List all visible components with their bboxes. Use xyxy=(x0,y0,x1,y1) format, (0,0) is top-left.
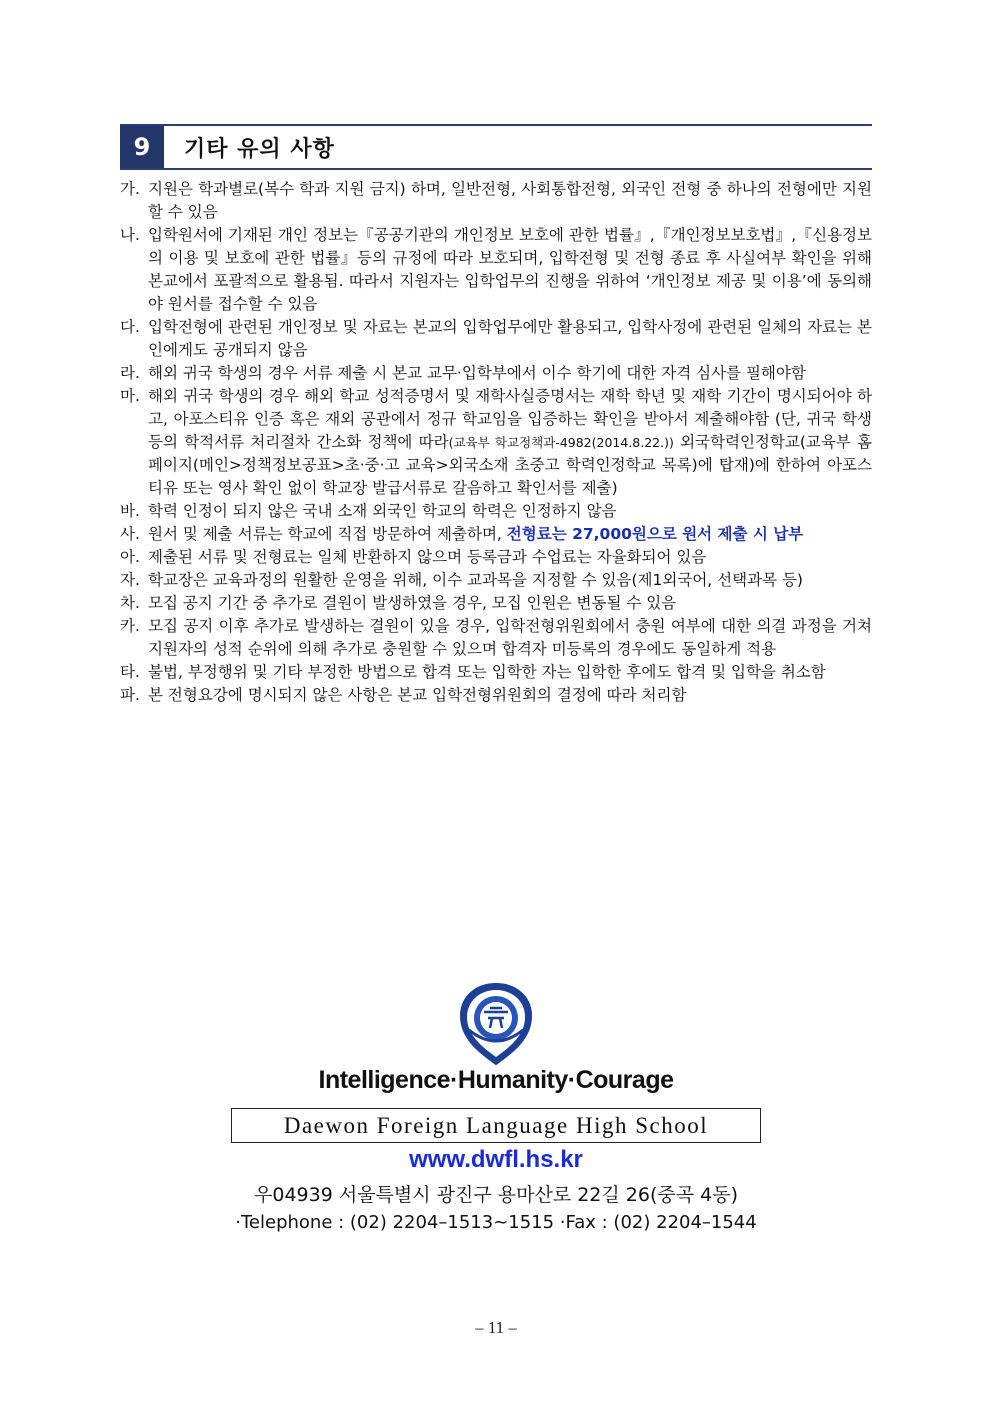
school-website-link[interactable]: www.dwfl.hs.kr xyxy=(409,1146,583,1173)
item-marker: 바. xyxy=(120,502,140,520)
list-item xyxy=(120,362,872,385)
list-item xyxy=(120,684,872,707)
item-marker: 다. xyxy=(120,318,140,336)
school-address: 우04939 서울특별시 광진구 용마산로 22길 26(중곡 4동) xyxy=(254,1184,738,1206)
item-marker: 라. xyxy=(120,364,140,382)
item-text-part: 원서 및 제출 서류는 학교에 직접 방문하여 제출하며, xyxy=(148,525,507,543)
school-name-box xyxy=(231,1108,761,1143)
item-text: 모집 공지 기간 중 추가로 결원이 발생하였을 경우, 모집 인원은 변동될 수 있음 xyxy=(148,594,677,612)
list-item xyxy=(120,592,872,615)
page-number: – 11 – xyxy=(475,1318,517,1337)
list-item xyxy=(120,661,872,684)
item-marker: 자. xyxy=(120,571,140,589)
list-item xyxy=(120,224,872,316)
item-text: 본 전형요강에 명시되지 않은 사항은 본교 입학전형위원회의 결정에 따라 처리함 xyxy=(148,686,687,704)
item-marker: 가. xyxy=(120,180,140,198)
item-marker: 아. xyxy=(120,548,140,566)
list-item xyxy=(120,569,872,592)
section-title: 기타 유의 사항 xyxy=(184,137,335,162)
item-text: 모집 공지 이후 추가로 발생하는 결원이 있을 경우, 입학전형위원회에서 충원 여부에 대한 의결 과정을 거쳐 지원자의 성적 순위에 의해 추가로 충원할 수 있으며 합격자 미등록의 경우에도 동일하게 적용 xyxy=(148,617,872,658)
policy-reference: (교육부 학교정책과-4982(2014.8.22.)) xyxy=(448,435,674,450)
item-text xyxy=(148,385,872,500)
item-marker: 나. xyxy=(120,226,140,244)
item-text-part: 외국학력인정학교(교육부 홈페이지(메인>정책정보공표>초·중·고 교육>외국소재 초중고 학력인정학교 목록)에 탑재)에 한하여 아포스티유 또는 영사 확인 없이 학교장 발급서류로 갈음하고 확인서를 제출) xyxy=(148,433,873,497)
fee-highlight: 전형료는 27,000원으로 원서 제출 시 납부 xyxy=(506,525,804,543)
notice-list xyxy=(120,178,872,707)
school-name: Daewon Foreign Language High School xyxy=(283,1112,709,1138)
list-item xyxy=(120,523,872,546)
item-marker: 카. xyxy=(120,617,140,635)
item-marker: 사. xyxy=(120,525,140,543)
list-item xyxy=(120,546,872,569)
list-item xyxy=(120,500,872,523)
section-header xyxy=(120,124,872,170)
list-item xyxy=(120,178,872,224)
item-text: 입학원서에 기재된 개인 정보는『공공기관의 개인정보 보호에 관한 법률』,『개인정보보호법』,『신용정보의 이용 및 보호에 관한 법률』등의 규정에 따라 보호되며, 입학전형 및 전형 종료 후 사실여부 확인을 위해 본교에서 포괄적으로 활용됨. 따라서 지원자는 입학업무의 진행을 위하여 ‘개인정보 제공 및 이용’에 동의해야 원서를 접수할 수 있음 xyxy=(148,226,872,313)
item-text: 해외 귀국 학생의 경우 서류 제출 시 본교 교무·입학부에서 이수 학기에 대한 자격 심사를 필해야함 xyxy=(148,364,806,382)
item-text: 학교장은 교육과정의 원활한 운영을 위해, 이수 교과목을 지정할 수 있음(제1외국어, 선택과목 등) xyxy=(148,571,803,589)
contact-phone-fax: ·Telephone : (02) 2204–1513~1515 ·Fax : (02) 2204–1544 xyxy=(235,1212,757,1233)
item-text: 입학전형에 관련된 개인정보 및 자료는 본교의 입학업무에만 활용되고, 입학사정에 관련된 일체의 자료는 본인에게도 공개되지 않음 xyxy=(148,318,872,359)
item-marker: 타. xyxy=(120,663,140,681)
item-text: 학력 인정이 되지 않은 국내 소재 외국인 학교의 학력은 인정하지 않음 xyxy=(148,502,617,520)
item-text-part: 해외 귀국 학생의 경우 해외 학교 성적증명서 및 재학사실증명서는 재학 학년 및 재학 기간이 명시되어야 하고, 아포스티유 인증 혹은 재외 공관에서 정규 학교임을 입증하는 확인을 받아서 제출해야함 (단, 귀국 학생 등의 학적서류 처리절차 간소화 정책에 따라 xyxy=(148,387,872,451)
school-motto: Intelligence·Humanity·Courage xyxy=(318,1066,674,1094)
item-text xyxy=(148,523,872,546)
item-text: 제출된 서류 및 전형료는 일체 반환하지 않으며 등록금과 수업료는 자율화되어 있음 xyxy=(148,548,707,566)
item-marker: 마. xyxy=(120,387,140,405)
item-marker: 차. xyxy=(120,594,140,612)
list-item xyxy=(120,316,872,362)
list-item xyxy=(120,615,872,661)
school-emblem-icon xyxy=(455,982,537,1066)
item-text: 불법, 부정행위 및 기타 부정한 방법으로 합격 또는 입학한 자는 입학한 후에도 합격 및 입학을 취소함 xyxy=(148,663,826,681)
list-item xyxy=(120,385,872,500)
item-marker: 파. xyxy=(120,686,140,704)
section-number: 9 xyxy=(120,126,164,168)
item-text: 지원은 학과별로(복수 학과 지원 금지) 하며, 일반전형, 사회통합전형, 외국인 전형 중 하나의 전형에만 지원할 수 있음 xyxy=(148,180,872,221)
